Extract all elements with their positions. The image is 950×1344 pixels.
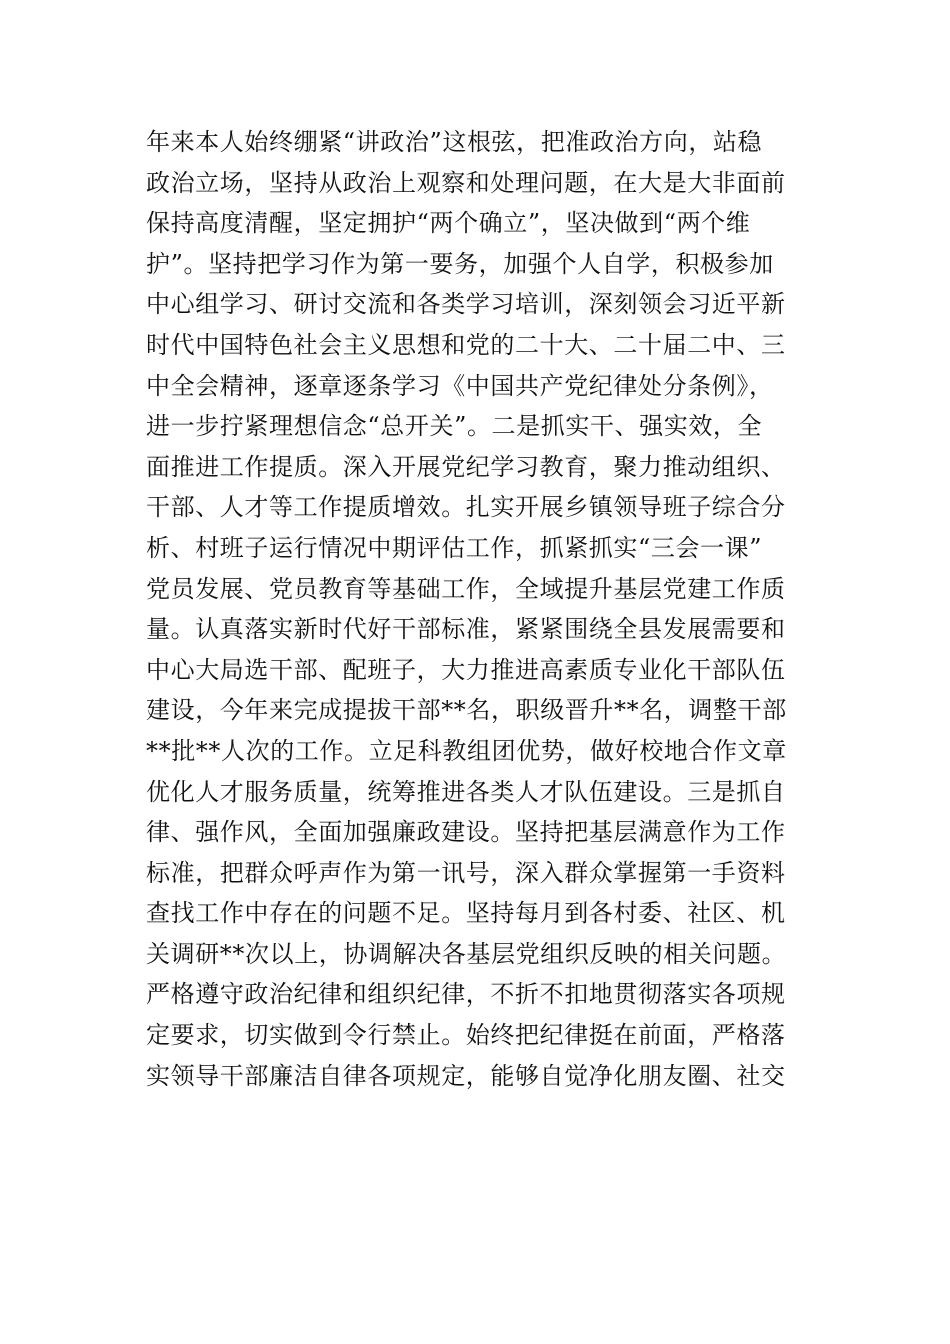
- text-line: **批**人次的工作。立足科教组团优势，做好校地合作文章: [146, 736, 787, 765]
- text-line: 面推进工作提质。深入开展党纪学习教育，聚力推动组织、: [146, 452, 786, 481]
- text-line: 党员发展、党员教育等基础工作，全域提升基层党建工作质: [146, 574, 786, 603]
- text-line: 关调研**次以上，协调解决各基层党组织反映的相关问题。: [146, 939, 787, 968]
- text-line: 年来本人始终绷紧“讲政治”这根弦，把准政治方向，站稳: [146, 128, 763, 156]
- text-line: 时代中国特色社会主义思想和党的二十大、二十届二中、三: [146, 330, 786, 359]
- text-line: 律、强作风，全面加强廉政建设。坚持把基层满意作为工作: [146, 818, 786, 847]
- text-line: 量。认真落实新时代好干部标准，紧紧围绕全县发展需要和: [146, 615, 786, 644]
- text-line: 中心大局选干部、配班子，大力推进高素质专业化干部队伍: [146, 655, 786, 684]
- text-line: 建设，今年来完成提拔干部**名，职级晋升**名，调整干部: [146, 696, 787, 725]
- text-line: 优化人才服务质量，统筹推进各类人才队伍建设。三是抓自: [146, 777, 786, 806]
- text-line: 标准，把群众呼声作为第一讯号，深入群众掌握第一手资料: [146, 858, 786, 887]
- text-line: 实领导干部廉洁自律各项规定，能够自觉净化朋友圈、社交: [146, 1061, 786, 1090]
- text-line: 保持高度清醒，坚定拥护“两个确立”，坚决做到“两个维: [146, 209, 751, 238]
- text-line: 护”。坚持把学习作为第一要务，加强个人自学，积极参加: [146, 249, 774, 278]
- text-line: 查找工作中存在的问题不足。坚持每月到各村委、社区、机: [146, 899, 786, 928]
- text-line: 干部、人才等工作提质增效。扎实开展乡镇领导班子综合分: [146, 493, 786, 522]
- text-line: 析、村班子运行情况中期评估工作，抓紧抓实“三会一课”: [146, 533, 763, 562]
- body-paragraph: [146, 122, 816, 1096]
- text-line: 严格遵守政治纪律和组织纪律，不折不扣地贯彻落实各项规: [146, 980, 786, 1009]
- text-line: 定要求，切实做到令行禁止。始终把纪律挺在前面，严格落: [146, 1021, 786, 1050]
- text-line: 进一步拧紧理想信念“总开关”。二是抓实干、强实效，全: [146, 412, 763, 441]
- text-line: 中全会精神，逐章逐条学习《中国共产党纪律处分条例》，: [146, 371, 774, 400]
- text-line: 政治立场，坚持从政治上观察和处理问题，在大是大非面前: [146, 168, 786, 197]
- text-line: 中心组学习、研讨交流和各类学习培训，深刻领会习近平新: [146, 290, 786, 319]
